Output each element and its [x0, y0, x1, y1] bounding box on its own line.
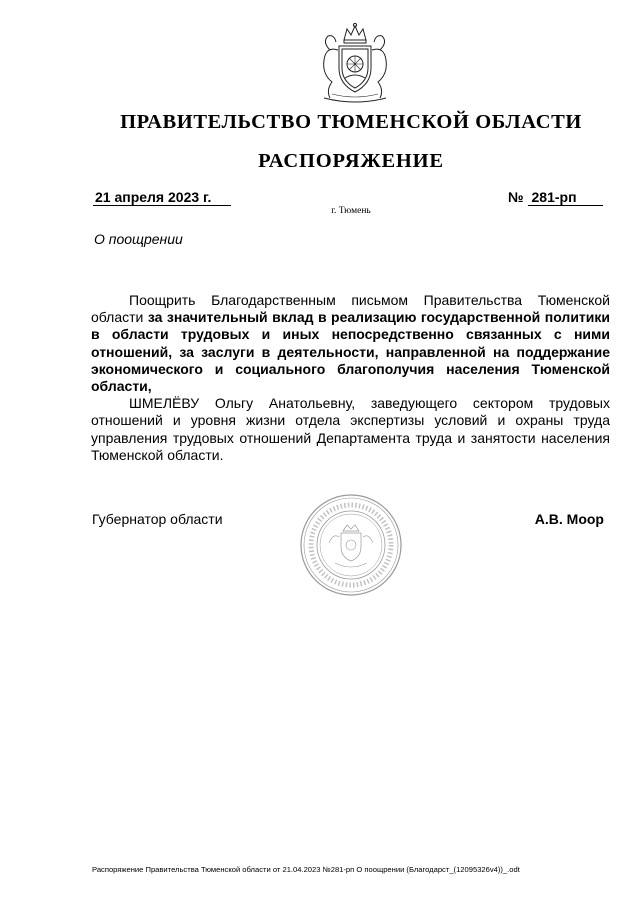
body-paragraph-1	[91, 292, 610, 395]
signatory-name: А.В. Моор	[534, 511, 604, 527]
document-type: РАСПОРЯЖЕНИЕ	[258, 150, 444, 172]
document-number-field	[508, 189, 603, 206]
body-paragraph-1-text: Поощрить Благодарственным письмом Правительства Тюменской области	[91, 292, 610, 326]
document-body	[91, 292, 610, 464]
official-seal-icon	[299, 493, 403, 597]
number-sign: №	[508, 189, 524, 205]
document-number: 281-рп	[528, 189, 603, 206]
body-paragraph-2: ШМЕЛЁВУ Ольгу Анатольевну, заведующего сектором трудовых отношений и уровня жизни отдела экспертизы условий и охраны труда управления трудовых отношений Департамента труда и занятости населения Тюменской области.	[91, 395, 610, 463]
document-city: г. Тюмень	[331, 206, 371, 216]
body-paragraph-1-bold: за значительный вклад в реализацию государственной политики в области трудовых и иных непосредственно связанных с ними отношений, за заслуги в деятельности, направленной на поддержание экономического и социального благополучия населения Тюменской области,	[91, 309, 610, 395]
document-subject: О поощрении	[94, 231, 183, 247]
organization-title: ПРАВИТЕЛЬСТВО ТЮМЕНСКОЙ ОБЛАСТИ	[120, 111, 582, 133]
document-date: 21 апреля 2023 г.	[93, 189, 231, 206]
document-footer: Распоряжение Правительства Тюменской области от 21.04.2023 №281-рп О поощрении (Благодарст_(12095326v4))_.odt	[92, 865, 520, 874]
signatory-position: Губернатор области	[92, 511, 223, 527]
tyumen-coat-of-arms-icon	[312, 20, 398, 106]
